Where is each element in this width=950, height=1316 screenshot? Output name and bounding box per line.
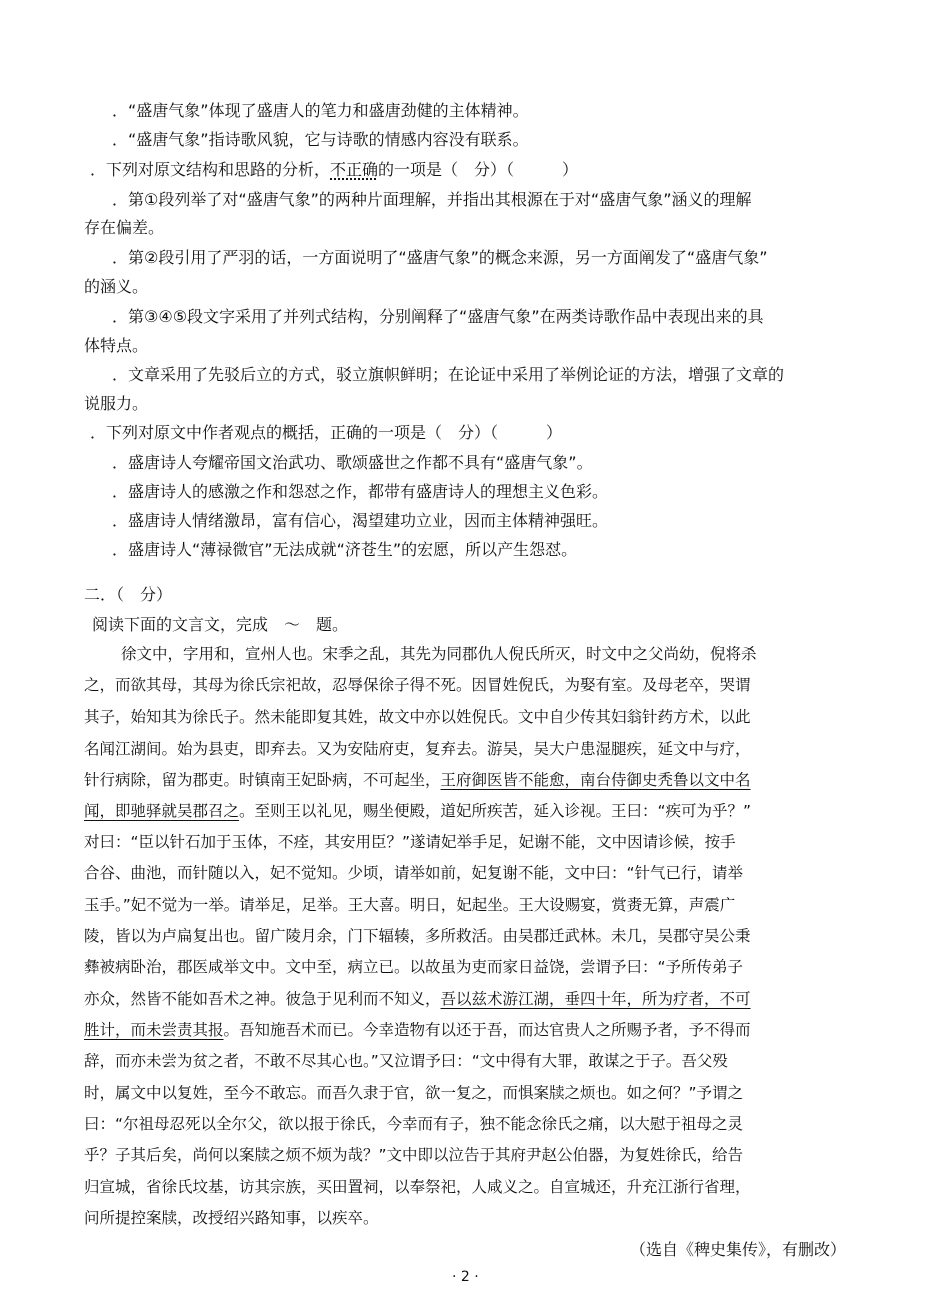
translation-sentence-1-b: 闻，即驰驿就吴郡召之 [84, 802, 240, 820]
translation-sentence-1-a: 王府御医皆不能愈，南台侍御史秃鲁以文中名 [440, 771, 751, 789]
q2-option-d[interactable]: ．文章采用了先驳后立的方式，驳立旗帜鲜明；在论证中采用了举例论证的方法，增强了文章的 [112, 365, 785, 384]
passage-line-9: 玉手。”妃不觉为一举。请举足，足举。王大喜。明日，妃起坐。王大设赐宴，赏赉无算，声震广 [84, 896, 736, 914]
passage-line-14: 辞，而亦未尝为贫之者，不敢不尽其心也。”又泣谓予曰：“文中得有大罪，敢谋之于子。吾父殁 [84, 1052, 728, 1070]
q2-option-c[interactable]: ．第③④⑤段文字采用了并列式结构，分别阐释了“盛唐气象”在两类诗歌作品中表现出来的具 [112, 307, 764, 326]
q2-stem-emphasis: 不正确 [330, 160, 379, 179]
passage-line-2 [84, 673, 751, 697]
passage-line-16: 曰：“尔祖母忍死以全尔父，欲以报于徐氏，今幸而有子，独不能念徐氏之痛，以大慰于祖母之灵 [84, 1115, 744, 1133]
passage-line-5 [84, 768, 751, 792]
q2-option-a[interactable]: ．第①段列举了对“盛唐气象”的两种片面理解，并指出其根源在于对“盛唐气象”涵义的理解 [112, 190, 752, 209]
passage-line-10: 陵，皆以为卢扁复出也。留广陵月余，门下辐辏，多所救活。由吴郡迁武林。未几，吴郡守吴公秉 [84, 927, 751, 945]
page-number: · 2 · [452, 1269, 479, 1285]
passage-line-19: 问所提控案牍，改授绍兴路知事，以疾卒。 [84, 1209, 379, 1227]
passage-line-17: 乎？子其后矣，尚何以案牍之烦不烦为哉？”文中即以泣告于其府尹赵公伯器，为复姓徐氏，给告 [84, 1146, 744, 1164]
q3-option-c[interactable]: ．盛唐诗人情绪激昂，富有信心，渴望建功立业，因而主体精神强旺。 [112, 511, 609, 530]
q2-option-a-cont: 存在偏差。 [84, 218, 165, 237]
q2-option-b[interactable]: ．第②段引用了严羽的话，一方面说明了“盛唐气象”的概念来源，另一方面阐发了“盛唐气象” [112, 248, 768, 267]
passage-line-6-b: 。至则王以礼见，赐坐便殿，道妃所疾苦，延入诊视。王曰：“疾可为乎？” [239, 802, 752, 820]
q1-option-c[interactable]: ．“盛唐气象”体现了盛唐人的笔力和盛唐劲健的主体精神。 [112, 101, 529, 120]
passage-line-2-a: 之，而欲其母，其母为徐氏宗祀故，忍辱保徐子得不死。 [84, 676, 472, 694]
passage-line-6 [84, 799, 751, 823]
q2-option-c-cont: 体特点。 [84, 336, 149, 355]
passage-line-12-a: 亦众，然皆不能如吾术之神。彼急于见利而不知义， [84, 990, 441, 1008]
passage-line-13-b: 。吾知施吾术而已。今幸造物有以还于吾，而达官贵人之所赐予者，予不得而 [223, 1021, 751, 1039]
q3-option-d[interactable]: ．盛唐诗人“薄禄微官”无法成就“济苍生”的宏愿，所以产生怨怼。 [112, 540, 578, 559]
passage-line-13 [84, 1018, 751, 1042]
translation-sentence-2-b: 胜计，而未尝责其报 [84, 1021, 224, 1039]
q1-option-d[interactable]: ．“盛唐气象”指诗歌风貌，它与诗歌的情感内容没有联系。 [112, 130, 529, 149]
q3-stem: ．下列对原文中作者观点的概括，正确的一项是（ 分）（ ） [90, 423, 563, 442]
passage-line-7: 对曰：“臣以针石加于玉体，不痊，其安用臣？”遂请妃举手足，妃谢不能，文中因请诊候，按手 [84, 833, 736, 851]
translation-sentence-2-a: 吾以兹术游江湖，垂四十年，所为疗者，不可 [440, 990, 751, 1008]
passage-line-12 [84, 987, 751, 1011]
passage-line-1: 徐文中，字用和，宣州人也。宋季之乱，其先为同郡仇人倪氏所灭，时文中之父尚幼，倪将杀 [121, 645, 757, 663]
q2-stem-pre: ．下列对原文结构和思路的分析， [90, 160, 331, 179]
source-citation: （选自《稗史集传》，有删改） [630, 1240, 847, 1259]
passage-line-11: 彝被病卧治，郡医咸举文中。文中至，病立已。以故虽为吏而家日益饶，尝谓予曰：“予所传弟子 [84, 958, 744, 976]
q3-option-a[interactable]: ．盛唐诗人夸耀帝国文治武功、歌颂盛世之作都不具有“盛唐气象”。 [112, 453, 593, 472]
q2-stem [90, 158, 578, 182]
q2-stem-post: 的一项是（ 分）（ ） [378, 160, 579, 179]
passage-line-5-a: 针行病除，留为郡吏。时镇南王妃卧病，不可起坐， [84, 771, 441, 789]
passage-line-4: 名闻江湖间。始为县吏，即弃去。又为安陆府吏，复弃去。游吴，吴大户患湿腿疾，延文中与疗， [84, 740, 751, 758]
q2-option-d-cont: 说服力。 [84, 394, 149, 413]
passage-line-18: 归宣城，省徐氏坟基，访其宗族，买田置祠，以奉祭祀，人咸义之。自宣城还，升充江浙行省理， [84, 1178, 751, 1196]
section-heading: 二．（ 分） [84, 585, 173, 604]
passage-line-2-c: 姓倪氏，为娶有室。及母老卒，哭谓 [502, 676, 751, 694]
passage-line-8: 合谷、曲池，而针随以入，妃不觉知。少顷，请举如前，妃复谢不能，文中曰：“针气已行，请举 [84, 864, 744, 882]
passage-line-3: 其子，始知其为徐氏子。然未能即复其姓，故文中亦以姓倪氏。文中自少传其妇翁针药方术，以此 [84, 708, 751, 726]
passage-line-2-b: 因冒 [471, 676, 503, 694]
q3-option-b[interactable]: ．盛唐诗人的感激之作和怨怼之作，都带有盛唐诗人的理想主义色彩。 [112, 482, 609, 501]
section-instruction: 阅读下面的文言文，完成 ～ 题。 [92, 615, 349, 634]
q2-option-b-cont: 的涵义。 [84, 277, 149, 296]
passage-line-15: 时，属文中以复姓，至今不敢忘。而吾久隶于官，欲一复之，而惧案牍之烦也。如之何？”予谓之 [84, 1084, 744, 1102]
